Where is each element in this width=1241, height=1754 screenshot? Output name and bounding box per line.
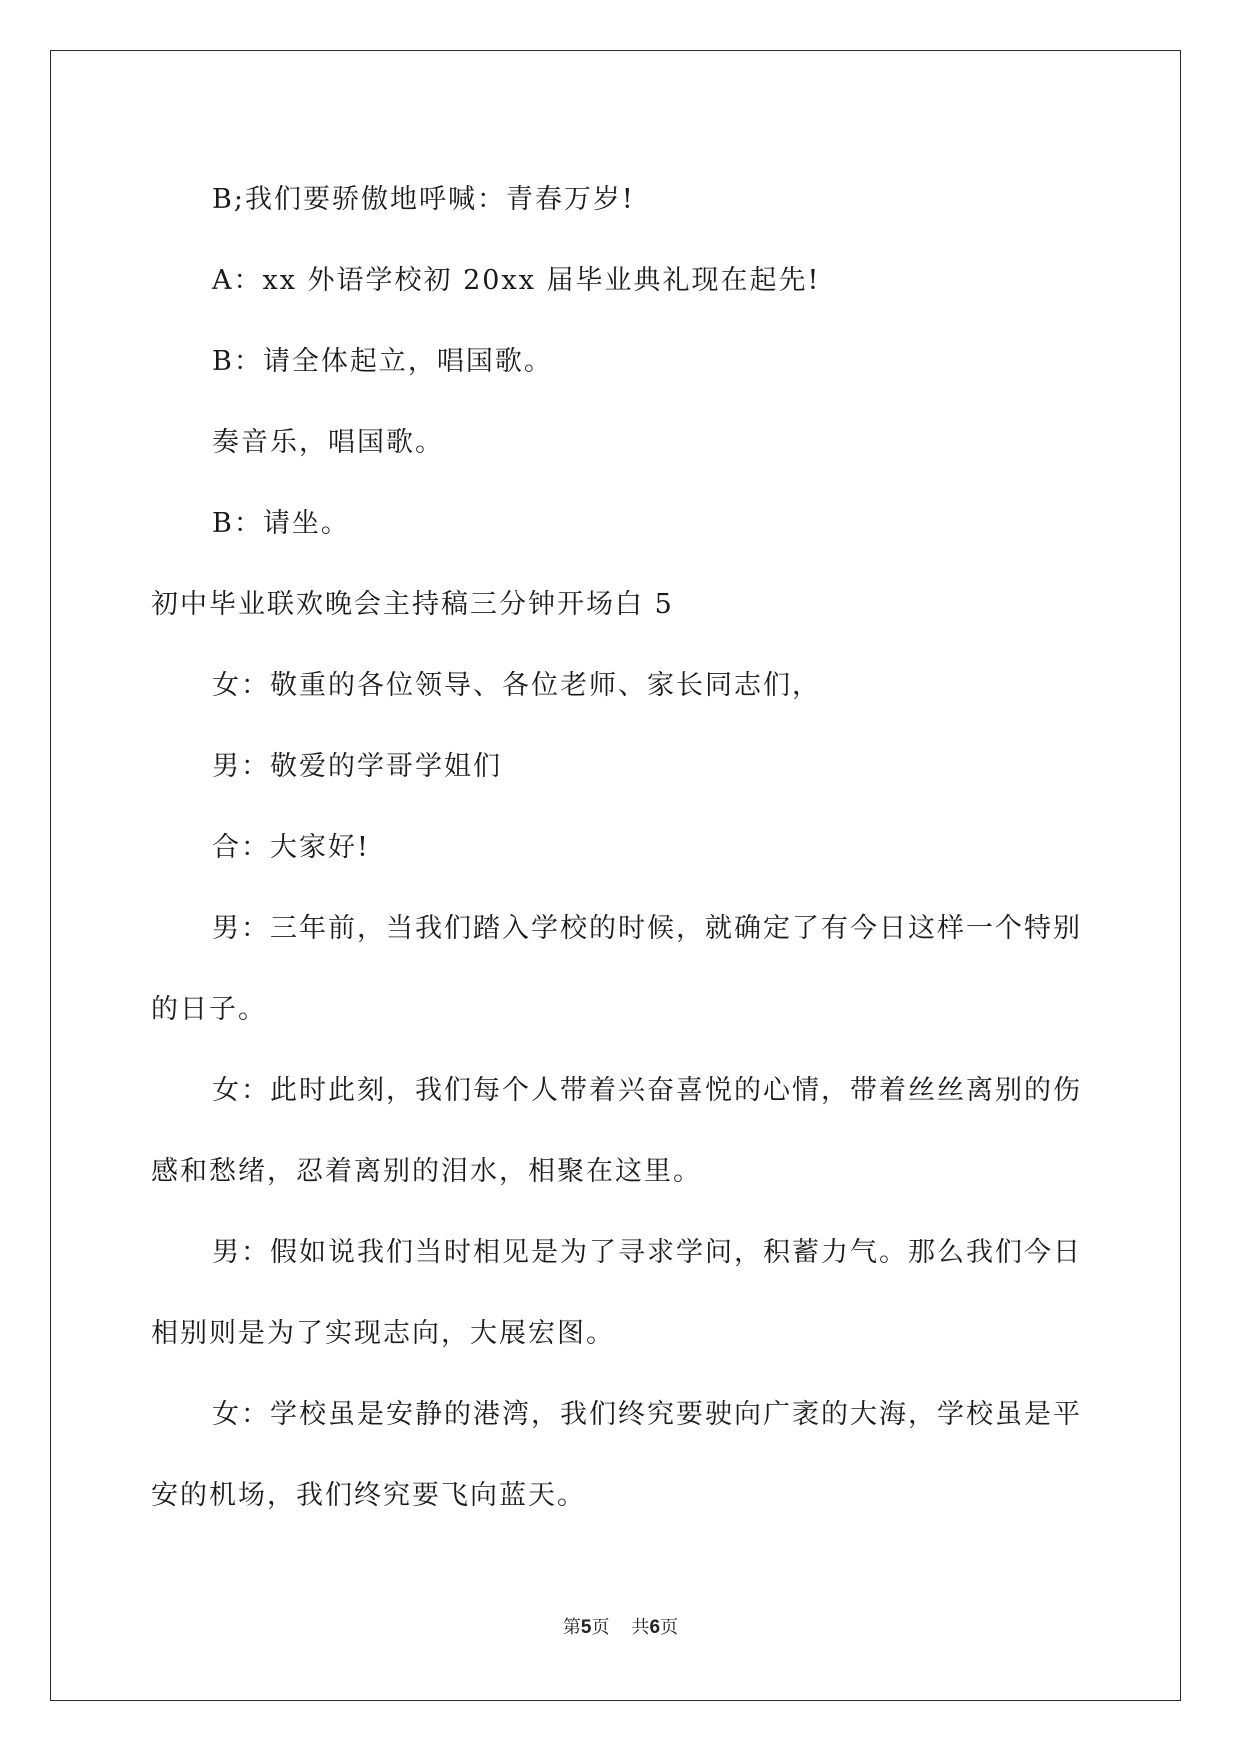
paragraph: B：请全体起立，唱国歌。 [212, 346, 553, 377]
paragraph: 合：大家好! [212, 832, 370, 863]
footer-total-suffix: 页 [660, 1617, 679, 1638]
paragraph: A：xx 外语学校初 20xx 届毕业典礼现在起先! [212, 265, 821, 296]
footer-total-prefix: 共 [631, 1617, 650, 1638]
paragraph: 女：学校虽是安静的港湾，我们终究要驶向广袤的大海，学校虽是平安的机场，我们终究要飞向蓝天。 [151, 1399, 1082, 1511]
paragraph: 男：敬爱的学哥学姐们 [212, 751, 502, 782]
paragraph: 女：此时此刻，我们每个人带着兴奋喜悦的心情，带着丝丝离别的伤感和愁绪，忍着离别的泪水，相聚在这里。 [151, 1075, 1082, 1187]
paragraph: B;我们要骄傲地呼喊：青春万岁! [212, 184, 635, 215]
paragraph: 男：三年前，当我们踏入学校的时候，就确定了有今日这样一个特别的日子。 [151, 913, 1082, 1025]
page-footer [0, 1613, 1241, 1639]
paragraph: 女：敬重的各位领导、各位老师、家长同志们， [212, 670, 821, 701]
section-heading: 初中毕业联欢晚会主持稿三分钟开场白 5 [151, 589, 674, 620]
paragraph: 奏音乐，唱国歌。 [212, 427, 444, 458]
document-body [151, 159, 1091, 1536]
paragraph: B：请坐。 [212, 508, 350, 539]
footer-prefix: 第 [562, 1617, 581, 1638]
footer-page-suffix: 页 [591, 1617, 610, 1638]
paragraph: 男：假如说我们当时相见是为了寻求学问，积蓄力气。那么我们今日相别则是为了实现志向，大展宏图。 [151, 1237, 1082, 1349]
current-page-number: 5 [580, 1617, 592, 1638]
total-page-number: 6 [649, 1617, 661, 1638]
